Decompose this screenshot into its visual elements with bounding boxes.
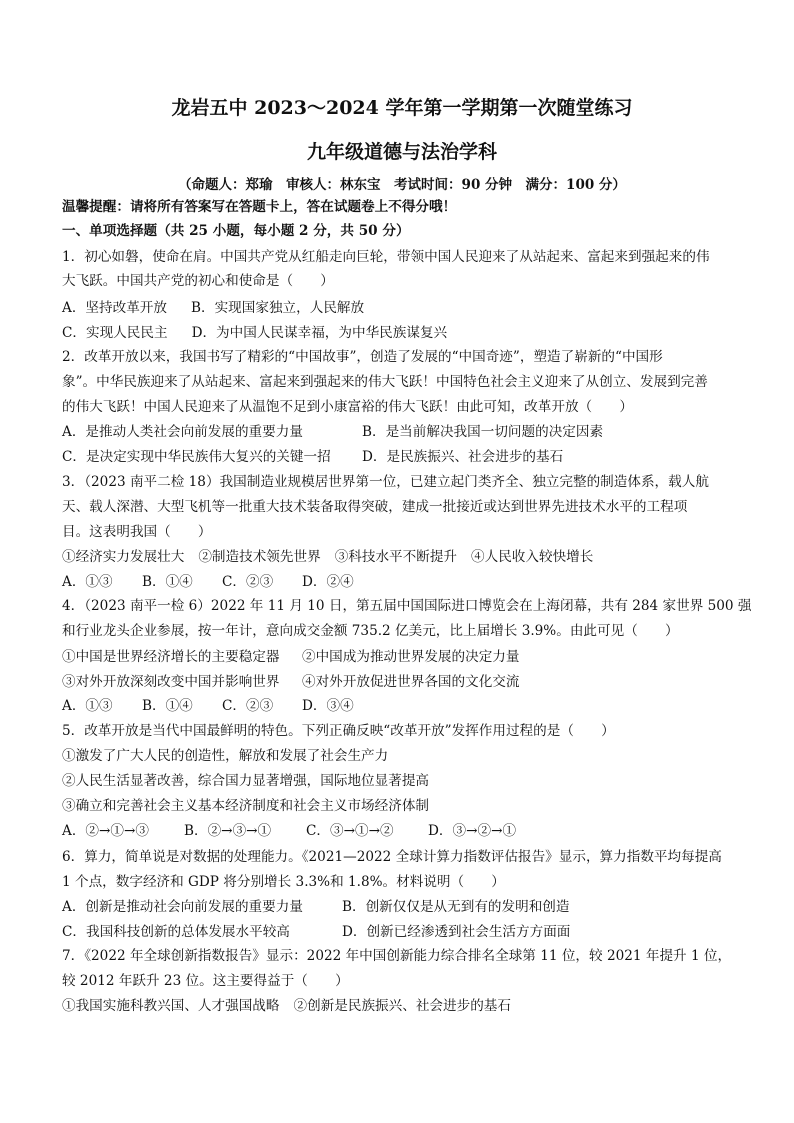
- q5-statement-3: ③确立和完善社会主义基本经济制度和社会主义市场经济体制: [62, 798, 430, 814]
- q6-stem-line-2: 1 个点，数字经济和 GDP 将分别增长 3.3%和 1.8%。材料说明（ ）: [62, 874, 505, 890]
- q2-options-row-2: [62, 448, 752, 466]
- q3-stem-line-1: 3．（2023 南平二检 18）我国制造业规模居世界第一位，已建立起门类齐全、独立完整的制造体系，载人航: [62, 474, 709, 490]
- q2-options-row-1: [62, 423, 752, 441]
- exam-meta: （命题人：郑瑜 审核人：林东宝 考试时间：90 分钟 满分：100 分）: [178, 177, 626, 193]
- q1-option-c: C．实现人民民主: [62, 325, 168, 341]
- subject-title: 九年级道德与法治学科: [306, 141, 497, 163]
- q6-option-d: D．创新已经渗透到社会生活方方面面: [342, 924, 571, 940]
- q2-option-b: B．是当前解决我国一切问题的决定因素: [362, 424, 604, 440]
- q3-option-b: B．①④: [142, 574, 193, 590]
- q4-statement-1: ①中国是世界经济增长的主要稳定器: [62, 649, 280, 665]
- q4-option-c: C．②③: [222, 698, 274, 714]
- q5-options: [62, 822, 752, 840]
- q1-options-row-2: [62, 324, 752, 342]
- q4-option-b: B．①④: [142, 698, 193, 714]
- q3-statement-1: ①经济实力发展壮大: [62, 549, 185, 565]
- q5-option-c: C．③→①→②: [306, 823, 394, 839]
- q4-statement-3: ③对外开放深刻改变中国并影响世界: [62, 674, 280, 690]
- q7-statements-row-1: [62, 997, 752, 1015]
- q6-option-b: B．创新仅仅是从无到有的发明和创造: [342, 899, 570, 915]
- q3-option-c: C．②③: [222, 574, 274, 590]
- q1-option-d: D．为中国人民谋幸福，为中华民族谋复兴: [191, 325, 448, 341]
- q3-option-a: A．①③: [62, 574, 113, 590]
- q6-options-row-2: [62, 923, 752, 941]
- q1-options-row-1: [62, 299, 752, 317]
- q3-stem-line-3: 目。这表明我国（ ）: [62, 524, 212, 540]
- q1-option-b: B．实现国家独立，人民解放: [190, 300, 365, 316]
- q4-statements-row-1: [62, 648, 752, 666]
- q4-statements-row-2: [62, 673, 752, 691]
- q3-statement-2: ②制造技术领先世界: [198, 549, 321, 565]
- q4-option-d: D．③④: [302, 698, 354, 714]
- q1-stem-line-1: 1．初心如磐，使命在肩。中国共产党从红船走向巨轮，带领中国人民迎来了从站起来、富起来到强起来的伟: [62, 249, 710, 265]
- q4-statement-2: ②中国成为推动世界发展的决定力量: [302, 649, 520, 665]
- notice: 温馨提醒：请将所有答案写在答题卡上，答在试题卷上不得分哦！: [62, 199, 457, 215]
- section-heading: 一、单项选择题（共 25 小题，每小题 2 分，共 50 分）: [62, 223, 410, 239]
- q4-statement-4: ④对外开放促进世界各国的文化交流: [302, 674, 520, 690]
- q4-stem-line-2: 和行业龙头企业参展，按一年计，意向成交金额 735.2 亿美元，比上届增长 3.9%。由此可见（ ）: [62, 623, 679, 639]
- q6-options-row-1: [62, 898, 752, 916]
- q5-option-a: A．②→①→③: [62, 823, 149, 839]
- q7-stem-line-2: 较 2012 年跃升 23 位。这主要得益于（ ）: [62, 973, 349, 989]
- q3-statements: [62, 548, 752, 566]
- q1-stem-line-2: 大飞跃。中国共产党的初心和使命是（ ）: [62, 273, 334, 289]
- q6-option-a: A．创新是推动社会向前发展的重要力量: [62, 899, 303, 915]
- exam-title: 龙岩五中 2023～2024 学年第一学期第一次随堂练习: [171, 97, 633, 119]
- q7-stem-line-1: 7．《2022 年全球创新指数报告》显示：2022 年中国创新能力综合排名全球第 11 位，较 2021 年提升 1 位，: [62, 948, 732, 964]
- q3-option-d: D．②④: [302, 574, 354, 590]
- q6-option-c: C．我国科技创新的总体发展水平较高: [62, 924, 290, 940]
- q2-option-c: C．是决定实现中华民族伟大复兴的关键一招: [62, 449, 331, 465]
- q7-statement-2: ②创新是民族振兴、社会进步的基石: [293, 998, 511, 1014]
- q5-statement-2: ②人民生活显著改善，综合国力显著增强，国际地位显著提高: [62, 773, 430, 789]
- q5-statement-1: ①激发了广大人民的创造性，解放和发展了社会生产力: [62, 748, 389, 764]
- q1-option-a: A．坚持改革开放: [62, 300, 167, 316]
- q2-option-a: A．是推动人类社会向前发展的重要力量: [62, 424, 303, 440]
- q2-stem-line-1: 2．改革开放以来，我国书写了精彩的“中国故事”，创造了发展的“中国奇迹”，塑造了崭新的“中国形: [62, 349, 663, 365]
- q5-option-d: D．③→②→①: [428, 823, 517, 839]
- q2-stem-line-2: 象”。中华民族迎来了从站起来、富起来到强起来的伟大飞跃！中国特色社会主义迎来了从创立、发展到完善: [62, 374, 708, 390]
- q2-option-d: D．是民族振兴、社会进步的基石: [362, 449, 564, 465]
- q3-options: [62, 573, 752, 591]
- q3-statement-3: ③科技水平不断提升: [334, 549, 458, 565]
- q3-stem-line-2: 天、载人深潜、大型飞机等一批重大技术装备取得突破，建成一批接近或达到世界先进技术水平的工程项: [62, 499, 688, 515]
- q5-stem-line-1: 5．改革开放是当代中国最鲜明的特色。下列正确反映“改革开放”发挥作用过程的是（ ）: [62, 723, 615, 739]
- q4-option-a: A．①③: [62, 698, 113, 714]
- q7-statement-1: ①我国实施科教兴国、人才强国战略: [62, 998, 280, 1014]
- q4-options: [62, 697, 752, 715]
- q5-option-b: B．②→③→①: [184, 823, 272, 839]
- q2-stem-line-3: 的伟大飞跃！中国人民迎来了从温饱不足到小康富裕的伟大飞跃！由此可知，改革开放（ ）: [62, 399, 633, 415]
- q6-stem-line-1: 6．算力，简单说是对数据的处理能力。《2021—2022 全球计算力指数评估报告》显示，算力指数平均每提高: [62, 849, 722, 865]
- q4-stem-line-1: 4．（2023 南平一检 6）2022 年 11 月 10 日，第五届中国国际进口博览会在上海闭幕，共有 284 家世界 500 强: [62, 598, 752, 614]
- q3-statement-4: ④人民收入较快增长: [471, 549, 594, 565]
